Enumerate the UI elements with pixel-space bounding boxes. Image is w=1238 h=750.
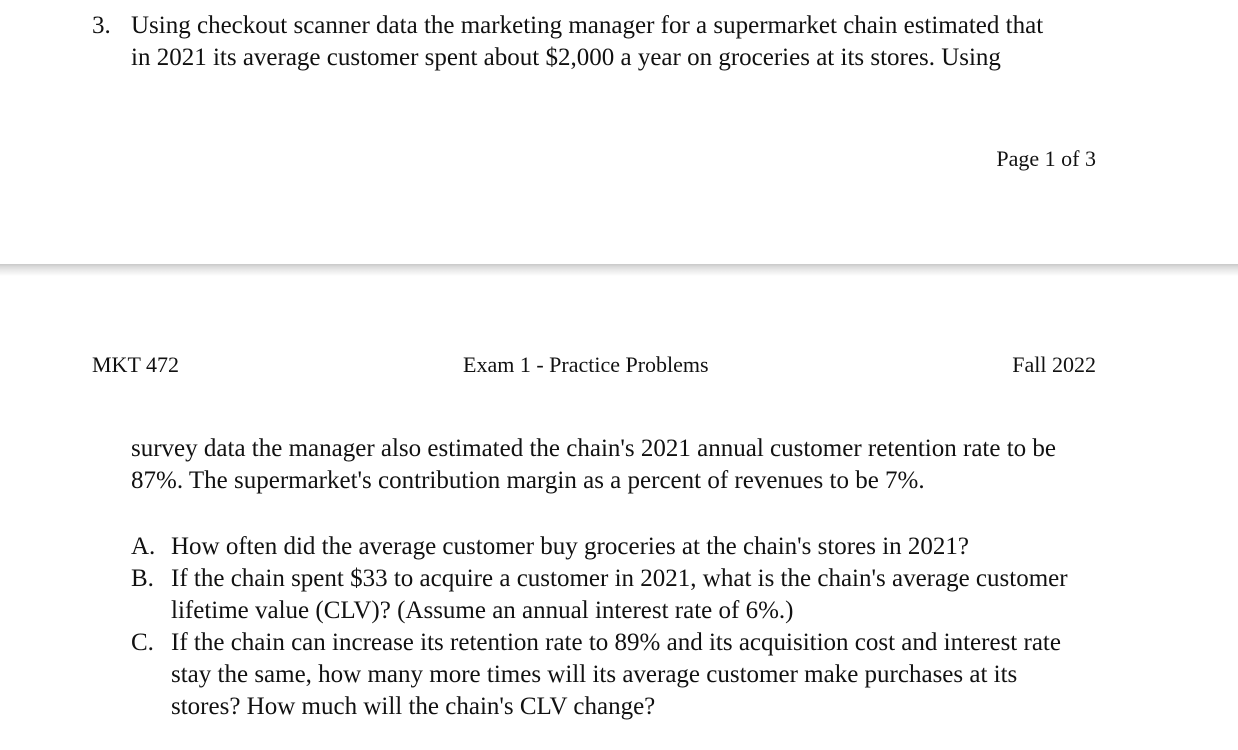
sub-question-text: If the chain spent $33 to acquire a customer in 2021, what is the chain's average customer	[171, 565, 1068, 592]
sub-question-text: stay the same, how many more times will its average customer make purchases at its	[171, 661, 1018, 688]
page-separator	[0, 264, 1238, 276]
sub-question-text: How often did the average customer buy groceries at the chain's stores in 2021?	[171, 533, 969, 560]
sub-question-letter: A.	[131, 533, 156, 560]
question-intro-line: in 2021 its average customer spent about $2,000 a year on groceries at its stores. Using	[131, 44, 1001, 71]
sub-question-text: lifetime value (CLV)? (Assume an annual interest rate of 6%.)	[171, 597, 794, 624]
sub-question-letter: C.	[131, 629, 154, 656]
sub-question-text: stores? How much will the chain's CLV change?	[171, 693, 656, 720]
header-course: MKT 472	[92, 352, 179, 377]
sub-question-text: If the chain can increase its retention rate to 89% and its acquisition cost and interest rate	[171, 629, 1061, 656]
sub-question-letter: B.	[131, 565, 154, 592]
question-intro-line: Using checkout scanner data the marketing manager for a supermarket chain estimated that	[131, 12, 1044, 39]
continuation-line: 87%. The supermarket's contribution margin as a percent of revenues to be 7%.	[131, 467, 925, 494]
header-title: Exam 1 - Practice Problems	[463, 352, 709, 377]
question-number: 3.	[92, 12, 111, 39]
header-term: Fall 2022	[1012, 352, 1096, 377]
page-number: Page 1 of 3	[996, 146, 1096, 171]
page-1-bottom	[0, 0, 1238, 265]
continuation-line: survey data the manager also estimated the chain's 2021 annual customer retention rate to be	[131, 435, 1057, 462]
